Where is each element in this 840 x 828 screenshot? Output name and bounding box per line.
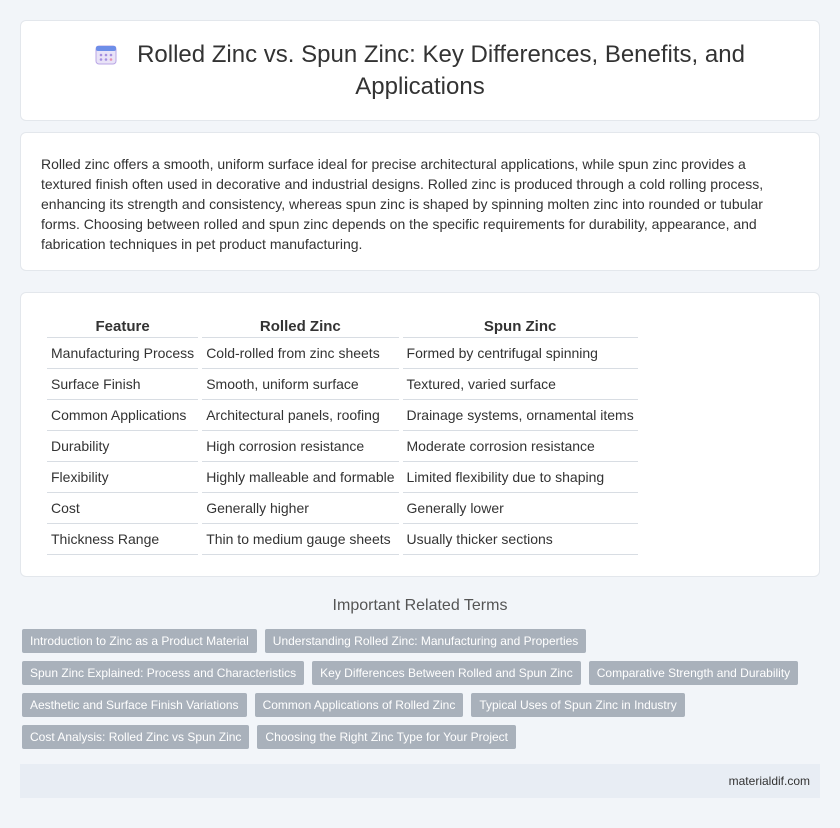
spun-cell: Generally lower	[403, 493, 638, 524]
feature-cell: Durability	[47, 431, 198, 462]
header-feature: Feature	[47, 315, 198, 338]
related-terms-list	[22, 629, 812, 757]
header-rolled-zinc: Rolled Zinc	[202, 315, 398, 338]
tag-row	[22, 629, 812, 653]
table-row	[47, 493, 638, 524]
rolled-cell: High corrosion resistance	[202, 431, 398, 462]
rolled-cell: Architectural panels, roofing	[202, 400, 398, 431]
intro-paragraph: Rolled zinc offers a smooth, uniform surface ideal for precise architectural applications, while spun zinc provides a textured finish often used in decorative and industrial designs. Rolled zinc is produced through a cold rolling process, enhancing its strength and consistency, whereas spun zinc is shaped by spinning molten zinc into rounded or tubular forms. Choosing between rolled and spun zinc depends on the specific requirements for durability, appearance, and fabrication techniques in pet product manufacturing.	[41, 156, 764, 252]
table-row	[47, 400, 638, 431]
table-header-row	[47, 315, 638, 338]
related-term-tag[interactable]: Cost Analysis: Rolled Zinc vs Spun Zinc	[22, 725, 249, 749]
feature-cell: Cost	[47, 493, 198, 524]
rolled-cell: Cold-rolled from zinc sheets	[202, 338, 398, 369]
intro-card	[20, 132, 820, 271]
calendar-icon	[95, 43, 117, 72]
rolled-cell: Thin to medium gauge sheets	[202, 524, 398, 555]
table-row	[47, 462, 638, 493]
table-row	[47, 524, 638, 555]
related-term-tag[interactable]: Introduction to Zinc as a Product Material	[22, 629, 257, 653]
related-term-tag[interactable]: Spun Zinc Explained: Process and Characteristics	[22, 661, 304, 685]
spun-cell: Formed by centrifugal spinning	[403, 338, 638, 369]
spun-cell: Limited flexibility due to shaping	[403, 462, 638, 493]
footer	[20, 764, 820, 798]
title-card	[20, 20, 820, 121]
rolled-cell: Highly malleable and formable	[202, 462, 398, 493]
related-term-tag[interactable]: Common Applications of Rolled Zinc	[255, 693, 464, 717]
related-term-tag[interactable]: Comparative Strength and Durability	[589, 661, 798, 685]
spun-cell: Drainage systems, ornamental items	[403, 400, 638, 431]
related-term-tag[interactable]: Aesthetic and Surface Finish Variations	[22, 693, 247, 717]
feature-cell: Manufacturing Process	[47, 338, 198, 369]
related-term-tag[interactable]: Typical Uses of Spun Zinc in Industry	[471, 693, 684, 717]
table-row	[47, 338, 638, 369]
spun-cell: Moderate corrosion resistance	[403, 431, 638, 462]
feature-cell: Thickness Range	[47, 524, 198, 555]
related-terms-heading: Important Related Terms	[332, 597, 508, 614]
footer-site-link[interactable]: materialdif.com	[728, 774, 810, 788]
feature-cell: Flexibility	[47, 462, 198, 493]
related-term-tag[interactable]: Choosing the Right Zinc Type for Your Project	[257, 725, 516, 749]
header-spun-zinc: Spun Zinc	[403, 315, 638, 338]
rolled-cell: Smooth, uniform surface	[202, 369, 398, 400]
rolled-cell: Generally higher	[202, 493, 398, 524]
table-row	[47, 431, 638, 462]
related-term-tag[interactable]: Understanding Rolled Zinc: Manufacturing and Properties	[265, 629, 587, 653]
tag-row	[22, 693, 812, 717]
related-term-tag[interactable]: Key Differences Between Rolled and Spun Zinc	[312, 661, 581, 685]
page-title-text: Rolled Zinc vs. Spun Zinc: Key Differences, Benefits, and Applications	[137, 41, 745, 100]
tag-row	[22, 725, 812, 749]
feature-cell: Surface Finish	[47, 369, 198, 400]
feature-cell: Common Applications	[47, 400, 198, 431]
comparison-table	[43, 315, 642, 555]
page-title	[80, 40, 760, 101]
spun-cell: Usually thicker sections	[403, 524, 638, 555]
table-row	[47, 369, 638, 400]
tag-row	[22, 661, 812, 685]
comparison-card	[20, 292, 820, 577]
spun-cell: Textured, varied surface	[403, 369, 638, 400]
